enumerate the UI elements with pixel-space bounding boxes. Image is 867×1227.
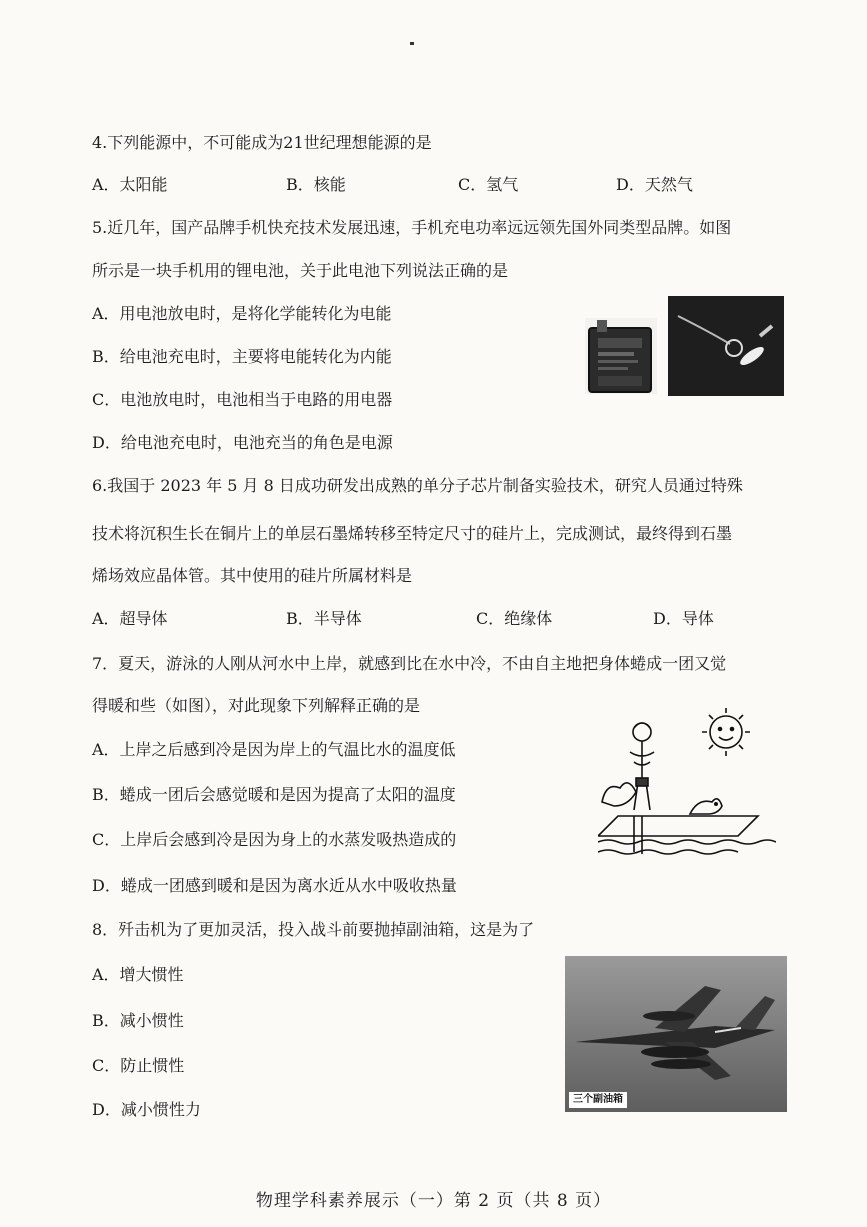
scan-mark <box>410 42 414 45</box>
q8-option-d: D．减小惯性力 <box>92 1100 201 1119</box>
q7-stem-line-1: 7．夏天，游泳的人刚从河水中上岸，就感到比在水中冷，不由自主地把身体蜷成一团又觉 <box>92 654 727 673</box>
q6-option-c: C．绝缘体 <box>476 609 553 628</box>
jet-photo <box>565 956 787 1112</box>
q8-stem: 8．歼击机为了更加灵活，投入战斗前要抛掉副油箱，这是为了 <box>92 920 535 939</box>
q8-option-a: A．增大惯性 <box>92 965 184 984</box>
q5-stem-line-2: 所示是一块手机用的锂电池，关于此电池下列说法正确的是 <box>92 261 509 280</box>
swimmer-illustration <box>598 702 776 860</box>
q5-option-b: B．给电池充电时，主要将电能转化为内能 <box>92 347 392 366</box>
q5-option-c: C．电池放电时，电池相当于电路的用电器 <box>92 390 393 409</box>
q4-option-c: C．氢气 <box>458 175 519 194</box>
q7-option-b: B．蜷成一团后会感觉暖和是因为提高了太阳的温度 <box>92 785 456 804</box>
fighter-jet-icon <box>565 956 787 1112</box>
q8-option-b: B．减小惯性 <box>92 1011 184 1030</box>
q7-option-c: C．上岸后会感到冷是因为身上的水蒸发吸热造成的 <box>92 830 457 849</box>
q7-option-a: A．上岸之后感到冷是因为岸上的气温比水的温度低 <box>92 740 456 759</box>
charging-photo <box>668 296 784 396</box>
q6-stem-line-3: 烯场效应晶体管。其中使用的硅片所属材料是 <box>92 566 413 585</box>
swimmer-sun-icon <box>598 702 776 860</box>
q6-stem-line-1: 6.我国于 2023 年 5 月 8 日成功研发出成熟的单分子芯片制备实验技术，研究人员通过特殊 <box>92 476 743 495</box>
q7-stem-line-2: 得暖和些（如图），对此现象下列解释正确的是 <box>92 696 421 715</box>
q5-option-d: D．给电池充电时，电池充当的角色是电源 <box>92 433 393 452</box>
q6-option-b: B．半导体 <box>286 609 362 628</box>
q4-stem: 4.下列能源中，不可能成为21世纪理想能源的是 <box>92 133 432 152</box>
q6-option-d: D．导体 <box>653 609 714 628</box>
q4-option-a: A．太阳能 <box>92 175 168 194</box>
page-footer: 物理学科素养展示（一）第 2 页（共 8 页） <box>255 1191 612 1211</box>
q8-option-c: C．防止惯性 <box>92 1056 185 1075</box>
battery-icon <box>585 318 657 394</box>
q6-option-a: A．超导体 <box>92 609 168 628</box>
q5-option-a: A．用电池放电时，是将化学能转化为电能 <box>92 304 392 323</box>
battery-photo <box>585 318 657 394</box>
q5-stem-line-1: 5.近几年，国产品牌手机快充技术发展迅速，手机充电功率远远领先国外同类型品牌。如图 <box>92 218 732 237</box>
q7-option-d: D．蜷成一团感到暖和是因为离水近从水中吸收热量 <box>92 876 457 895</box>
q4-option-d: D．天然气 <box>616 175 693 194</box>
jet-photo-caption: 三个副油箱 <box>569 1092 627 1108</box>
q4-option-b: B．核能 <box>286 175 346 194</box>
charger-cable-icon <box>668 296 784 396</box>
q6-stem-line-2: 技术将沉积生长在铜片上的单层石墨烯转移至特定尺寸的硅片上，完成测试，最终得到石墨 <box>92 524 733 543</box>
